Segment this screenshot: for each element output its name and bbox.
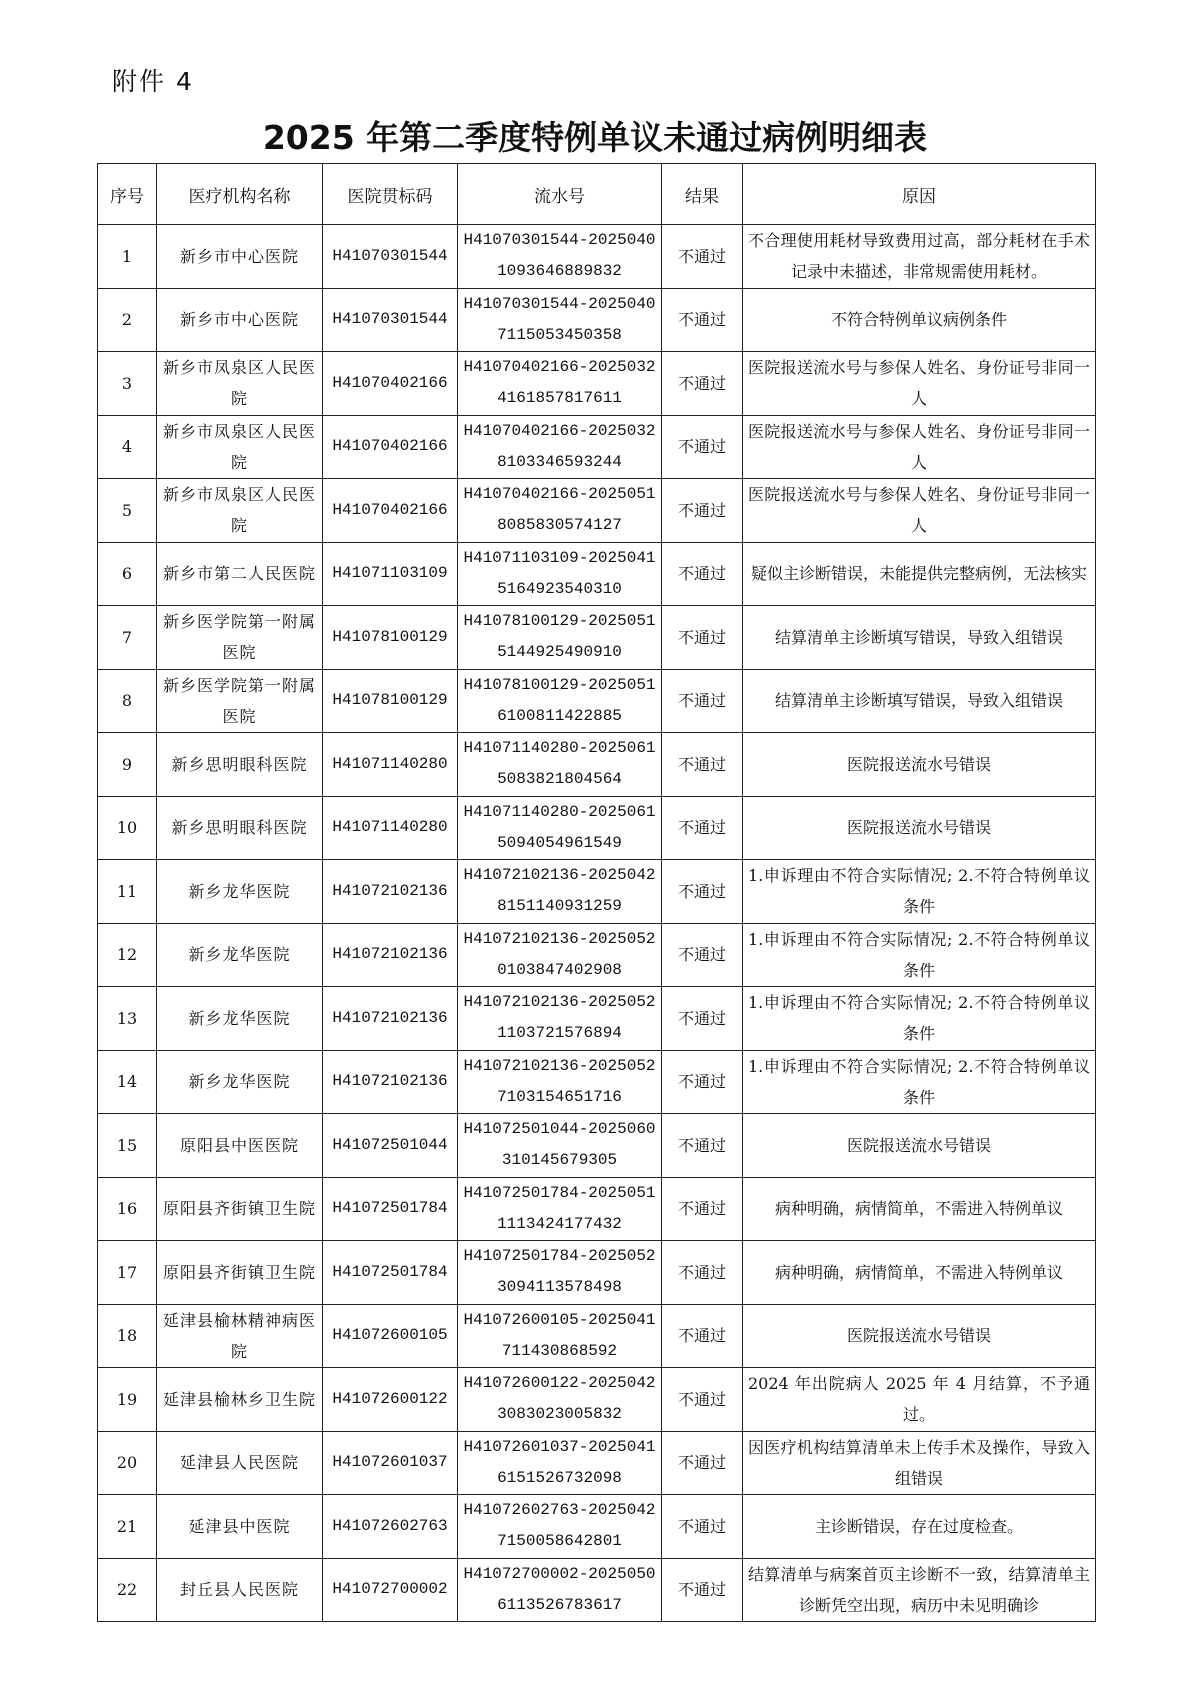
row-code: H41072102136: [323, 1050, 458, 1114]
table-row: [98, 669, 1096, 733]
row-result: 不通过: [662, 796, 743, 860]
row-code: H41072501784: [323, 1177, 458, 1241]
case-detail-table: [97, 163, 1096, 1622]
row-code: H41072601037: [323, 1431, 458, 1495]
row-result: 不通过: [662, 1368, 743, 1432]
row-org: 新乡龙华医院: [157, 923, 323, 987]
row-result: 不通过: [662, 923, 743, 987]
row-result: 不通过: [662, 352, 743, 416]
row-reason: 不符合特例单议病例条件: [743, 288, 1096, 352]
row-no: 18: [98, 1304, 157, 1368]
attachment-label: 附件 4: [112, 67, 194, 96]
row-reason: 医院报送流水号错误: [743, 1114, 1096, 1178]
row-no: 16: [98, 1177, 157, 1241]
row-org: 延津县榆林精神病医院: [157, 1304, 323, 1368]
table-row: [98, 479, 1096, 543]
table-row: [98, 1241, 1096, 1305]
header-serial: 流水号: [458, 164, 662, 225]
table-header-row: [98, 164, 1096, 225]
row-org: 新乡思明眼科医院: [157, 733, 323, 797]
row-no: 15: [98, 1114, 157, 1178]
row-org: 新乡龙华医院: [157, 860, 323, 924]
row-no: 3: [98, 352, 157, 416]
header-result: 结果: [662, 164, 743, 225]
row-serial: H41072102136-20250521103721576894: [458, 987, 662, 1051]
row-no: 8: [98, 669, 157, 733]
row-reason: 病种明确，病情简单，不需进入特例单议: [743, 1241, 1096, 1305]
row-result: 不通过: [662, 1304, 743, 1368]
table-row: [98, 542, 1096, 606]
row-org: 延津县中医院: [157, 1495, 323, 1559]
row-code: H41078100129: [323, 669, 458, 733]
table-row: [98, 352, 1096, 416]
row-serial: H41072102136-20250527103154651716: [458, 1050, 662, 1114]
row-code: H41070402166: [323, 415, 458, 479]
row-code: H41072102136: [323, 923, 458, 987]
table-row: [98, 225, 1096, 289]
row-serial: H41072600105-2025041711430868592: [458, 1304, 662, 1368]
row-no: 10: [98, 796, 157, 860]
row-reason: 结算清单主诊断填写错误，导致入组错误: [743, 669, 1096, 733]
row-reason: 2024 年出院病人 2025 年 4 月结算，不予通过。: [743, 1368, 1096, 1432]
header-no: 序号: [98, 164, 157, 225]
row-no: 12: [98, 923, 157, 987]
table-row: [98, 1114, 1096, 1178]
row-org: 封丘县人民医院: [157, 1558, 323, 1622]
table-row: [98, 1177, 1096, 1241]
row-org: 原阳县齐街镇卫生院: [157, 1177, 323, 1241]
row-result: 不通过: [662, 288, 743, 352]
row-serial: H41072700002-20250506113526783617: [458, 1558, 662, 1622]
row-no: 4: [98, 415, 157, 479]
row-no: 21: [98, 1495, 157, 1559]
row-result: 不通过: [662, 669, 743, 733]
row-org: 新乡龙华医院: [157, 987, 323, 1051]
row-result: 不通过: [662, 1114, 743, 1178]
table-row: [98, 1368, 1096, 1432]
row-no: 7: [98, 606, 157, 670]
row-serial: H41072501044-2025060310145679305: [458, 1114, 662, 1178]
row-org: 新乡市第二人民医院: [157, 542, 323, 606]
row-code: H41072501784: [323, 1241, 458, 1305]
row-code: H41072102136: [323, 860, 458, 924]
row-result: 不通过: [662, 542, 743, 606]
table-row: [98, 1495, 1096, 1559]
row-result: 不通过: [662, 415, 743, 479]
table-row: [98, 606, 1096, 670]
row-no: 2: [98, 288, 157, 352]
row-reason: 1.申诉理由不符合实际情况; 2.不符合特例单议条件: [743, 860, 1096, 924]
table-row: [98, 860, 1096, 924]
row-org: 原阳县齐街镇卫生院: [157, 1241, 323, 1305]
header-reason: 原因: [743, 164, 1096, 225]
row-reason: 主诊断错误，存在过度检查。: [743, 1495, 1096, 1559]
row-reason: 医院报送流水号与参保人姓名、身份证号非同一人: [743, 352, 1096, 416]
row-serial: H41070301544-20250407115053450358: [458, 288, 662, 352]
row-serial: H41070402166-20250324161857817611: [458, 352, 662, 416]
row-org: 新乡市凤泉区人民医院: [157, 415, 323, 479]
row-serial: H41072102136-20250520103847402908: [458, 923, 662, 987]
row-no: 9: [98, 733, 157, 797]
row-org: 新乡市凤泉区人民医院: [157, 352, 323, 416]
row-reason: 结算清单与病案首页主诊断不一致，结算清单主诊断凭空出现，病历中未见明确诊: [743, 1558, 1096, 1622]
row-result: 不通过: [662, 479, 743, 543]
row-result: 不通过: [662, 733, 743, 797]
row-serial: H41072601037-20250416151526732098: [458, 1431, 662, 1495]
row-no: 17: [98, 1241, 157, 1305]
row-code: H41070301544: [323, 225, 458, 289]
row-reason: 医院报送流水号错误: [743, 796, 1096, 860]
row-result: 不通过: [662, 1495, 743, 1559]
table-row: [98, 1558, 1096, 1622]
row-serial: H41070301544-20250401093646889832: [458, 225, 662, 289]
row-serial: H41072602763-20250427150058642801: [458, 1495, 662, 1559]
table-row: [98, 1304, 1096, 1368]
row-code: H41071140280: [323, 796, 458, 860]
row-code: H41078100129: [323, 606, 458, 670]
row-result: 不通过: [662, 1558, 743, 1622]
row-code: H41070402166: [323, 479, 458, 543]
row-no: 13: [98, 987, 157, 1051]
row-org: 新乡市中心医院: [157, 288, 323, 352]
row-code: H41072501044: [323, 1114, 458, 1178]
row-serial: H41071140280-20250615094054961549: [458, 796, 662, 860]
row-reason: 不合理使用耗材导致费用过高，部分耗材在手术记录中未描述，非常规需使用耗材。: [743, 225, 1096, 289]
header-org: 医疗机构名称: [157, 164, 323, 225]
row-code: H41072700002: [323, 1558, 458, 1622]
row-code: H41072102136: [323, 987, 458, 1051]
table-row: [98, 923, 1096, 987]
row-result: 不通过: [662, 987, 743, 1051]
row-serial: H41072501784-20250511113424177432: [458, 1177, 662, 1241]
row-code: H41072600122: [323, 1368, 458, 1432]
row-serial: H41071140280-20250615083821804564: [458, 733, 662, 797]
row-serial: H41072501784-20250523094113578498: [458, 1241, 662, 1305]
row-code: H41071140280: [323, 733, 458, 797]
row-result: 不通过: [662, 1431, 743, 1495]
row-no: 14: [98, 1050, 157, 1114]
row-reason: 结算清单主诊断填写错误，导致入组错误: [743, 606, 1096, 670]
header-code: 医院贯标码: [323, 164, 458, 225]
row-org: 新乡医学院第一附属医院: [157, 669, 323, 733]
row-no: 11: [98, 860, 157, 924]
row-org: 新乡医学院第一附属医院: [157, 606, 323, 670]
row-serial: H41072102136-20250428151140931259: [458, 860, 662, 924]
row-reason: 疑似主诊断错误，未能提供完整病例，无法核实: [743, 542, 1096, 606]
row-serial: H41070402166-20250518085830574127: [458, 479, 662, 543]
row-reason: 医院报送流水号错误: [743, 733, 1096, 797]
row-reason: 医院报送流水号错误: [743, 1304, 1096, 1368]
row-serial: H41070402166-20250328103346593244: [458, 415, 662, 479]
row-result: 不通过: [662, 1177, 743, 1241]
table-row: [98, 415, 1096, 479]
row-org: 延津县榆林乡卫生院: [157, 1368, 323, 1432]
row-org: 延津县人民医院: [157, 1431, 323, 1495]
page-title: 2025 年第二季度特例单议未通过病例明细表: [262, 118, 928, 157]
table-row: [98, 1050, 1096, 1114]
row-code: H41072600105: [323, 1304, 458, 1368]
row-org: 新乡思明眼科医院: [157, 796, 323, 860]
row-result: 不通过: [662, 225, 743, 289]
row-reason: 医院报送流水号与参保人姓名、身份证号非同一人: [743, 415, 1096, 479]
row-no: 6: [98, 542, 157, 606]
row-no: 20: [98, 1431, 157, 1495]
row-result: 不通过: [662, 1050, 743, 1114]
row-result: 不通过: [662, 606, 743, 670]
row-reason: 医院报送流水号与参保人姓名、身份证号非同一人: [743, 479, 1096, 543]
row-reason: 1.申诉理由不符合实际情况; 2.不符合特例单议条件: [743, 987, 1096, 1051]
row-no: 19: [98, 1368, 157, 1432]
row-org: 新乡市凤泉区人民医院: [157, 479, 323, 543]
row-code: H41070402166: [323, 352, 458, 416]
row-result: 不通过: [662, 1241, 743, 1305]
row-reason: 1.申诉理由不符合实际情况; 2.不符合特例单议条件: [743, 923, 1096, 987]
row-serial: H41078100129-20250515144925490910: [458, 606, 662, 670]
table-row: [98, 987, 1096, 1051]
row-code: H41070301544: [323, 288, 458, 352]
table-row: [98, 1431, 1096, 1495]
row-org: 原阳县中医医院: [157, 1114, 323, 1178]
row-code: H41071103109: [323, 542, 458, 606]
row-serial: H41072600122-20250423083023005832: [458, 1368, 662, 1432]
row-reason: 因医疗机构结算清单未上传手术及操作，导致入组错误: [743, 1431, 1096, 1495]
row-serial: H41078100129-20250516100811422885: [458, 669, 662, 733]
row-no: 5: [98, 479, 157, 543]
row-serial: H41071103109-20250415164923540310: [458, 542, 662, 606]
row-no: 22: [98, 1558, 157, 1622]
row-code: H41072602763: [323, 1495, 458, 1559]
row-no: 1: [98, 225, 157, 289]
row-org: 新乡龙华医院: [157, 1050, 323, 1114]
row-reason: 1.申诉理由不符合实际情况; 2.不符合特例单议条件: [743, 1050, 1096, 1114]
table-row: [98, 288, 1096, 352]
row-result: 不通过: [662, 860, 743, 924]
row-org: 新乡市中心医院: [157, 225, 323, 289]
row-reason: 病种明确，病情简单，不需进入特例单议: [743, 1177, 1096, 1241]
table-row: [98, 733, 1096, 797]
table-row: [98, 796, 1096, 860]
